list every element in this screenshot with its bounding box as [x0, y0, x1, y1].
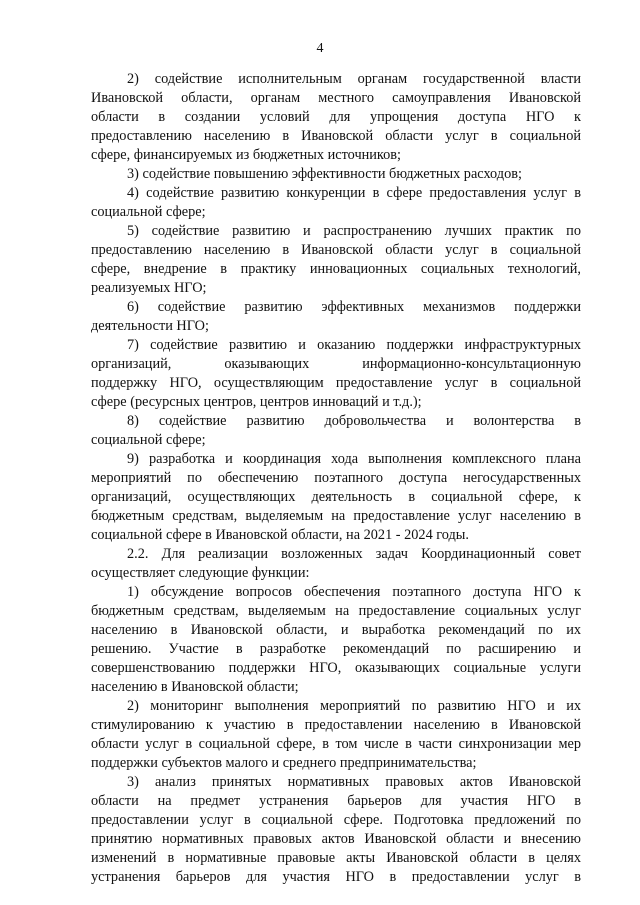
document-body [91, 70, 581, 887]
text-line: предоставлению населению в Ивановской области услуг в социальной [91, 128, 581, 144]
text-line: сфере, внедрение в практику инновационных социальных технологий, [91, 261, 581, 277]
text-line: сфере, финансируемых из бюджетных источников; [91, 147, 402, 163]
text-line: решению. Участие в разработке рекомендаций по расширению и [91, 641, 581, 657]
text-line: совершенствованию поддержки НГО, оказывающих социальные услуги [91, 660, 581, 676]
text-line: деятельности НГО; [91, 318, 209, 334]
text-line: области на предмет устранения барьеров для участия НГО в [91, 793, 581, 809]
text-line: реализуемых НГО; [91, 280, 207, 296]
text-line: 3) анализ принятых нормативных правовых актов Ивановской [127, 774, 581, 790]
text-line: социальной сфере; [91, 432, 206, 448]
text-line: 5) содействие развитию и распространению лучших практик по [127, 223, 581, 239]
text-line: мероприятий по обеспечению поэтапного доступа негосударственных [91, 470, 581, 486]
text-line: сфере (ресурсных центров, центров инноваций и т.д.); [91, 394, 422, 410]
text-line: предоставлению населению в Ивановской области услуг в социальной [91, 242, 581, 258]
text-line: социальной сфере; [91, 204, 206, 220]
text-line: бюджетным средствам, выделяемым на предоставление услуг населению в [91, 508, 581, 524]
page-number: 4 [316, 41, 324, 56]
text-line: Ивановской области, органам местного самоуправления Ивановской [91, 90, 581, 106]
text-line: устранения барьеров для участия НГО в предоставлении услуг в [91, 869, 581, 885]
text-line: принятию нормативных правовых актов Ивановской области и внесению [91, 831, 581, 847]
text-line: 8) содействие развитию добровольчества и волонтерства в [127, 413, 581, 429]
text-line: 7) содействие развитию и оказанию поддержки инфраструктурных [127, 337, 581, 353]
text-line: 2) мониторинг выполнения мероприятий по развитию НГО и их [127, 698, 581, 714]
text-line: предоставлении услуг в социальной сфере. Подготовка предложений по [91, 812, 581, 828]
text-line: организаций, оказывающих информационно-консультационную [91, 356, 581, 372]
text-line: осуществляет следующие функции: [91, 565, 310, 581]
text-line: 3) содействие повышению эффективности бюджетных расходов; [127, 166, 522, 182]
text-line: организаций, осуществляющих деятельность в социальной сфере, к [91, 489, 581, 505]
text-line: населению в Ивановской области; [91, 679, 299, 695]
text-line: 6) содействие развитию эффективных механизмов поддержки [127, 299, 581, 315]
text-line: 2) содействие исполнительным органам государственной власти [127, 71, 581, 87]
text-line: населению в Ивановской области, и выработка рекомендаций по их [91, 622, 581, 638]
text-line: 9) разработка и координация хода выполнения комплексного плана [127, 451, 581, 467]
text-line: поддержку НГО, осуществляющим предоставление услуг в социальной [91, 375, 581, 391]
text-line: поддержки субъектов малого и среднего предпринимательства; [91, 755, 477, 771]
text-line: социальной сфере в Ивановской области, на 2021 - 2024 годы. [91, 527, 469, 543]
text-line: 2.2. Для реализации возложенных задач Координационный совет [127, 546, 581, 562]
text-line: области услуг в социальной сфере, в том числе в части синхронизации мер [91, 736, 581, 752]
text-line: 4) содействие развитию конкуренции в сфере предоставления услуг в [127, 185, 581, 201]
text-line: бюджетным средствам, выделяемым на предоставление социальных услуг [91, 603, 581, 619]
text-line: стимулированию к участию в предоставлении населению в Ивановской [91, 717, 581, 733]
text-line: изменений в нормативные правовые акты Ивановской области в целях [91, 850, 581, 866]
text-line: области в создании условий для упрощения доступа НГО к [91, 109, 581, 125]
text-line: 1) обсуждение вопросов обеспечения поэтапного доступа НГО к [127, 584, 581, 600]
